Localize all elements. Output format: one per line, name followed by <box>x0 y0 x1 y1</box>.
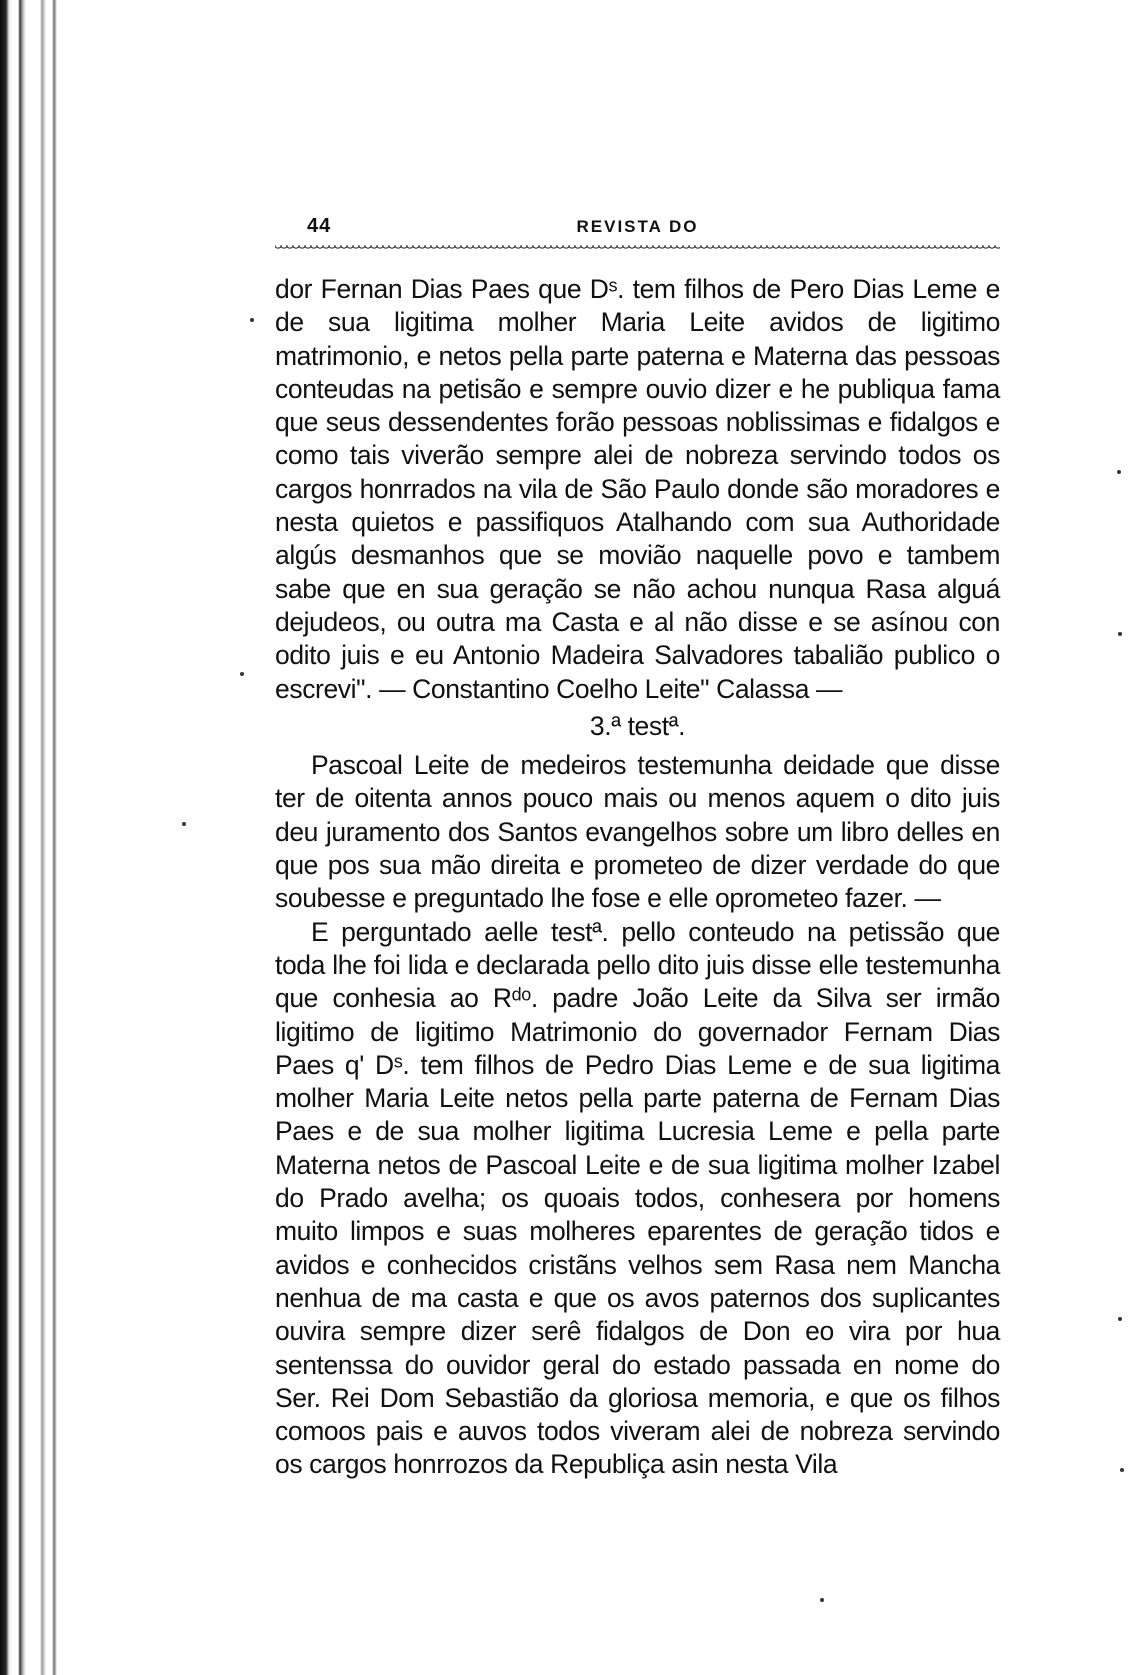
paragraph-testimony-end: dor Fernan Dias Paes que Dˢ. tem filhos de Pero Dias Leme e de sua ligitima molher Maria Leite avidos de ligitimo matrimonio, e netos pella parte paterna e Materna das pessoas conteudas na petisão e sempre ouvio dizer e he publiqua fama que seus dessendentes forão pessoas noblissimas e fidalgos e como tais viverão sempre alei de nobreza servindo todos os cargos honrrados na vila de São Paulo donde são moradores e nesta quietos e passifiquos Atalhando com sua Authoridade algús desmanhos que se movião naquelle povo e tambem sabe que en sua geração se não achou nunqua Rasa alguá dejudeos, ou outra ma Casta e al não disse e se asínou con odito juis e eu Antonio Madeira Salvadores tabalião publico o escrevi". — Constantino Coelho Leite" Calassa — <box>275 274 1000 704</box>
section-heading: 3.ª testª. <box>589 710 686 741</box>
running-title: REVISTA DO <box>576 217 699 236</box>
print-speck <box>1120 1468 1124 1472</box>
print-speck <box>250 318 254 322</box>
print-speck <box>1118 632 1122 636</box>
body-text <box>275 273 1000 1482</box>
page-header <box>275 215 1000 245</box>
print-speck <box>820 1598 824 1602</box>
header-rule <box>275 245 1000 251</box>
print-speck <box>1118 1317 1122 1321</box>
paragraph-third-witness: Pascoal Leite de medeiros testemunha deidade que disse ter de oitenta annos pouco mais ou menos aquem o dito juis deu juramento dos Santos evangelhos sobre um libro delles en que pos sua mão direita e prometeo de dizer verdade do que soubesse e preguntado lhe fose e elle oprometeo fazer. — <box>275 750 1000 914</box>
print-speck <box>182 822 186 826</box>
book-binding-edge <box>0 0 62 1675</box>
paragraph-questioning: E perguntado aelle testª. pello conteudo na petissão que toda lhe foi lida e declarada pello dito juis disse elle testemunha que conhesia ao Rᵈᵒ. padre João Leite da Silva ser irmão ligitimo de ligitimo Matrimonio do governador Fernam Dias Paes q' Dˢ. tem filhos de Pedro Dias Leme e de sua ligitima molher Maria Leite netos pella parte paterna de Fernam Dias Paes e de sua molher ligitima Lucresia Leme e pella parte Materna netos de Pascoal Leite e de sua ligitima molher Izabel do Prado avelha; os quoais todos, conhesera por homens muito limpos e suas molheres eparentes de geração tidos e avidos e conhecidos cristãns velhos sem Rasa nem Mancha nenhua de ma casta e que os avos paternos dos suplicantes ouvira sempre dizer serê fidalgos de Don eo vira por hua sentenssa do ouvidor geral do estado passada en nome do Ser. Rei Dom Sebastião da gloriosa memoria, e que os filhos comoos pais e auvos todos viveram alei de nobreza servindo os cargos honrrozos da Republiça asin nesta Vila <box>275 916 1000 1480</box>
page-number: 44 <box>307 215 332 237</box>
print-speck <box>240 672 244 676</box>
print-speck <box>1117 470 1121 474</box>
book-page <box>275 215 1000 1482</box>
